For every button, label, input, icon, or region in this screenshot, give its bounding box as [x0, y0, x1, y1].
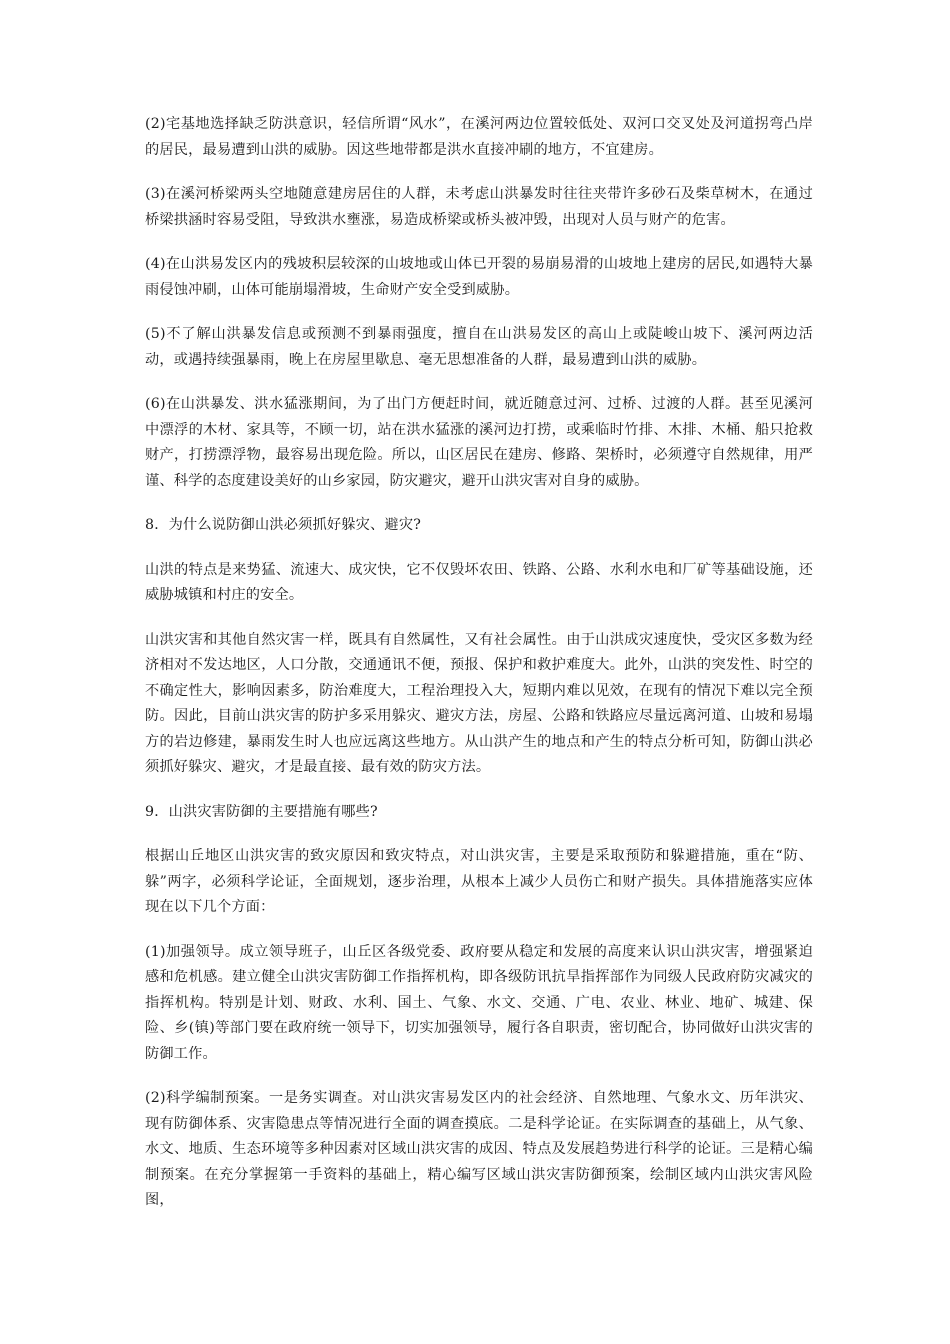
paragraph-measure-plan: (2)科学编制预案。一是务实调查。对山洪灾害易发区内的社会经济、自然地理、气象水文、历年洪灾、现有防御体系、灾害隐患点等情况进行全面的调查摸底。二是科学论证。在实际调查的基础上，从气象、水文、地质、生态环境等多种因素对区域山洪灾害的成因、特点及发展趋势进行科学的论证。三是精心编制预案。在充分掌握第一手资料的基础上，精心编写区域山洪灾害防御预案，绘制区域内山洪灾害风险图，: [145, 1090, 813, 1208]
paragraph-item-3: (3)在溪河桥梁两头空地随意建房居住的人群，未考虑山洪暴发时往往夹带许多砂石及柴草树木，在通过桥梁拱涵时容易受阻，导致洪水壅涨，易造成桥梁或桥头被冲毁，出现对人员与财产的危害。: [145, 186, 813, 228]
paragraph-mountain-flood-features: 山洪的特点是来势猛、流速大、成灾快，它不仅毁坏农田、铁路、公路、水利水电和厂矿等基础设施，还威胁城镇和村庄的安全。: [145, 561, 813, 603]
paragraph-measure-leadership: (1)加强领导。成立领导班子，山丘区各级党委、政府要从稳定和发展的高度来认识山洪灾害，增强紧迫感和危机感。建立健全山洪灾害防御工作指挥机构，即各级防讯抗旱指挥部作为同级人民政府防灾减灾的指挥机构。特别是计划、财政、水利、国土、气象、水文、交通、广电、农业、林业、地矿、城建、保险、乡(镇)等部门要在政府统一领导下，切实加强领导，履行各自职责，密切配合，协同做好山洪灾害的防御工作。: [145, 943, 813, 1062]
section-heading-9: 9．山洪灾害防御的主要措施有哪些?: [145, 803, 378, 820]
paragraph-item-4: (4)在山洪易发区内的残坡积层较深的山坡地或山体已开裂的易崩易滑的山坡地上建房的居民,如遇特大暴雨侵蚀冲刷，山体可能崩塌滑坡，生命财产安全受到威胁。: [145, 256, 813, 298]
paragraph-disaster-attributes: 山洪灾害和其他自然灾害一样，既具有自然属性，又有社会属性。由于山洪成灾速度快，受灾区多数为经济相对不发达地区，人口分散，交通通讯不便，预报、保护和救护难度大。此外，山洪的突发性、时空的不确定性大，影响因素多，防治难度大，工程治理投入大，短期内难以见效，在现有的情况下难以完全预防。因此，目前山洪灾害的防护多采用躲灾、避灾方法，房屋、公路和铁路应尽量远离河道、山坡和易塌方的岩边修建，暴雨发生时人也应远离这些地方。从山洪产生的地点和产生的特点分析可知，防御山洪必须抓好躲灾、避灾，才是最直接、最有效的防灾方法。: [145, 631, 813, 775]
paragraph-item-6: (6)在山洪暴发、洪水猛涨期间，为了出门方便赶时间，就近随意过河、过桥、过渡的人群。甚至见溪河中漂浮的木材、家具等，不顾一切，站在洪水猛涨的溪河边打捞，或乘临时竹排、木排、木桶、船只抢救财产，打捞漂浮物，最容易出现危险。所以，山区居民在建房、修路、架桥时，必须遵守自然规律，用严谨、科学的态度建设美好的山乡家园，防灾避灾，避开山洪灾害对自身的威胁。: [145, 396, 813, 489]
section-heading-8: 8．为什么说防御山洪必须抓好躲灾、避灾?: [145, 517, 422, 533]
paragraph-item-2: (2)宅基地选择缺乏防洪意识，轻信所谓“风水”，在溪河两边位置较低处、双河口交叉处及河道拐弯凸岸的居民，最易遭到山洪的威胁。因这些地带都是洪水直接冲刷的地方，不宜建房。: [145, 116, 813, 158]
paragraph-item-5: (5)不了解山洪暴发信息或预测不到暴雨强度，擅自在山洪易发区的高山上或陡峻山坡下、溪河两边活动，或遇持续强暴雨，晚上在房屋里歇息、毫无思想准备的人群，最易遭到山洪的威胁。: [145, 326, 813, 368]
paragraph-measures-intro: 根据山丘地区山洪灾害的致灾原因和致灾特点，对山洪灾害，主要是采取预防和躲避措施，重在“防、躲”两字，必须科学论证，全面规划，逐步治理，从根本上减少人员伤亡和财产损失。具体措施落实应体现在以下几个方面：: [145, 848, 813, 915]
document-body: [145, 112, 813, 1233]
